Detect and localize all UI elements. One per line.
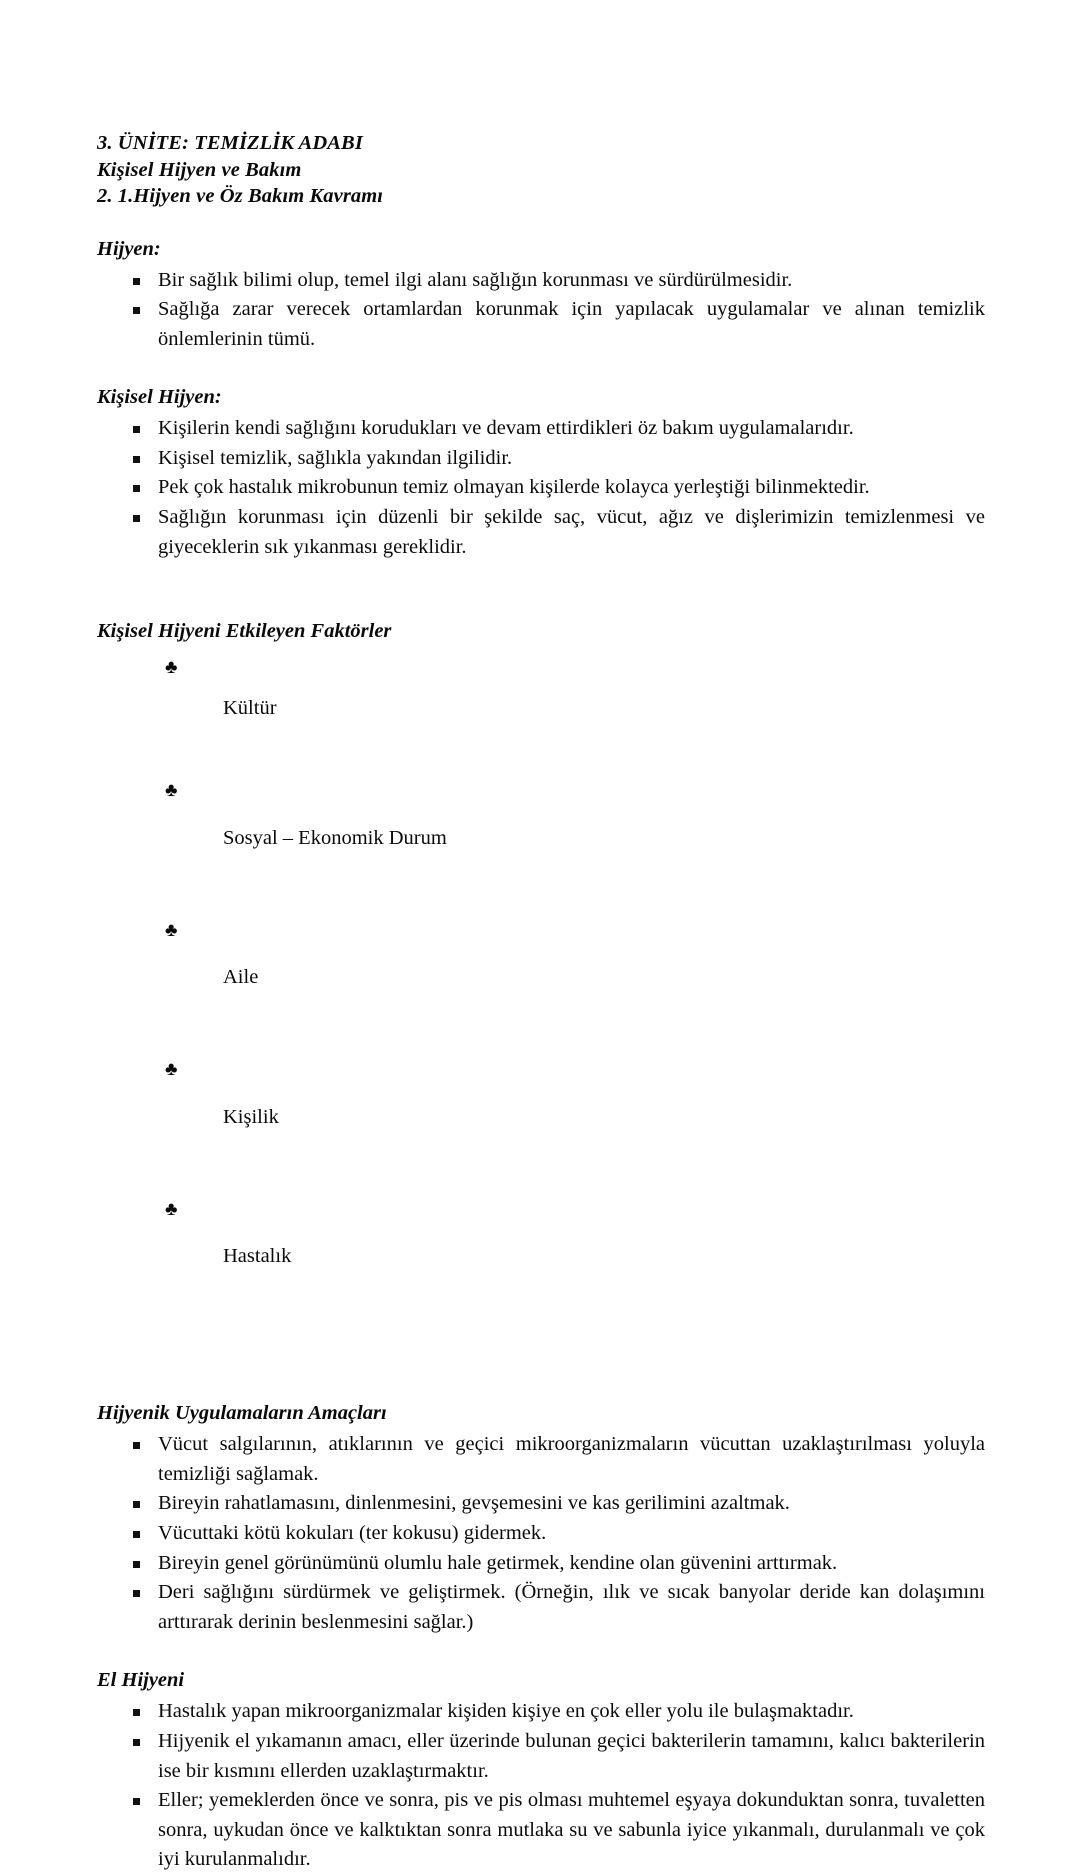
heading-hijyenik-uygulamalar: Hijyenik Uygulamaların Amaçları	[97, 1402, 387, 1425]
club-icon: ♣	[165, 1198, 178, 1220]
document-title-block	[97, 130, 985, 210]
list-etkileyen-faktorler	[97, 648, 985, 1326]
list-item-label: Hastalık	[223, 1245, 292, 1268]
list-item: Bireyin genel görünümünü olumlu hale getirmek, kendine olan güvenini arttırmak.	[97, 1549, 985, 1579]
spacer	[97, 1637, 985, 1667]
club-icon: ♣	[165, 780, 178, 802]
list-item	[97, 908, 985, 1048]
list-item: Sağlığın korunması için düzenli bir şekilde saç, vücut, ağız ve dişlerimizin temizlenmesi ve giyeceklerin sık yıkanması gereklidir.	[97, 503, 985, 562]
list-el-hijyeni	[97, 1697, 985, 1875]
list-item-label: Kültür	[223, 697, 277, 720]
heading-el-hijyeni: El Hijyeni	[97, 1669, 185, 1692]
spacer	[97, 1326, 985, 1400]
list-kisisel-hijyen	[97, 414, 985, 562]
heading-hijyen: Hijyen:	[97, 237, 161, 260]
unit-title-line-3: 2. 1.Hijyen ve Öz Bakım Kavramı	[97, 185, 384, 207]
unit-title-line-1: 3. ÜNİTE: TEMİZLİK ADABI	[97, 132, 363, 154]
list-item: Kişisel temizlik, sağlıkla yakından ilgilidir.	[97, 444, 985, 474]
list-item-label: Sosyal – Ekonomik Durum	[223, 826, 447, 849]
club-icon: ♣	[165, 657, 178, 679]
list-item	[97, 768, 985, 908]
list-item: Vücuttaki kötü kokuları (ter kokusu) gidermek.	[97, 1519, 985, 1549]
list-item: Pek çok hastalık mikrobunun temiz olmayan kişilerde kolayca yerleştiği bilinmektedir.	[97, 473, 985, 503]
list-item-label: Aile	[223, 966, 259, 989]
list-item: Vücut salgılarının, atıklarının ve geçici mikroorganizmaların vücuttan uzaklaştırılması yoluyla temizliği sağlamak.	[97, 1430, 985, 1489]
list-item: Hijyenik el yıkamanın amacı, eller üzerinde bulunan geçici bakterilerin tamamını, kalıcı bakterilerin ise bir kısmını ellerden uzaklaştırmaktır.	[97, 1727, 985, 1786]
spacer	[97, 562, 985, 618]
list-item: Eller; yemeklerden önce ve sonra, pis ve pis olması muhtemel eşyaya dokunduktan sonra, tuvaletten sonra, uykudan önce ve kalktıktan sonra mutlaka su ve sabunla iyice yıkanmalı, durulanmalı ve çok iyi kurulanmalıdır.	[97, 1786, 985, 1875]
list-hijyen	[97, 266, 985, 355]
heading-kisisel-hijyen: Kişisel Hijyen:	[97, 386, 222, 409]
spacer	[97, 354, 985, 384]
club-icon: ♣	[165, 919, 178, 941]
list-item	[97, 648, 985, 768]
list-item: Bireyin rahatlamasını, dinlenmesini, gevşemesini ve kas gerilimini azaltmak.	[97, 1489, 985, 1519]
list-item	[97, 1187, 985, 1327]
list-item-label: Kişilik	[223, 1105, 279, 1128]
list-item: Deri sağlığını sürdürmek ve geliştirmek. (Örneğin, ılık ve sıcak banyolar deride kan dolaşımını arttırarak derinin beslenmesini sağlar.)	[97, 1578, 985, 1637]
heading-etkileyen-faktorler: Kişisel Hijyeni Etkileyen Faktörler	[97, 620, 392, 643]
document-content	[97, 130, 985, 1875]
unit-title-line-2: Kişisel Hijyen ve Bakım	[97, 158, 302, 181]
list-item: Kişilerin kendi sağlığını korudukları ve devam ettirdikleri öz bakım uygulamalarıdır.	[97, 414, 985, 444]
club-icon: ♣	[165, 1059, 178, 1081]
list-item: Sağlığa zarar verecek ortamlardan korunmak için yapılacak uygulamalar ve alınan temizlik önlemlerinin tümü.	[97, 295, 985, 354]
list-item	[97, 1047, 985, 1187]
list-item: Hastalık yapan mikroorganizmalar kişiden kişiye en çok eller yolu ile bulaşmaktadır.	[97, 1697, 985, 1727]
list-item: Bir sağlık bilimi olup, temel ilgi alanı sağlığın korunması ve sürdürülmesidir.	[97, 266, 985, 296]
list-hijyenik-uygulamalar	[97, 1430, 985, 1637]
